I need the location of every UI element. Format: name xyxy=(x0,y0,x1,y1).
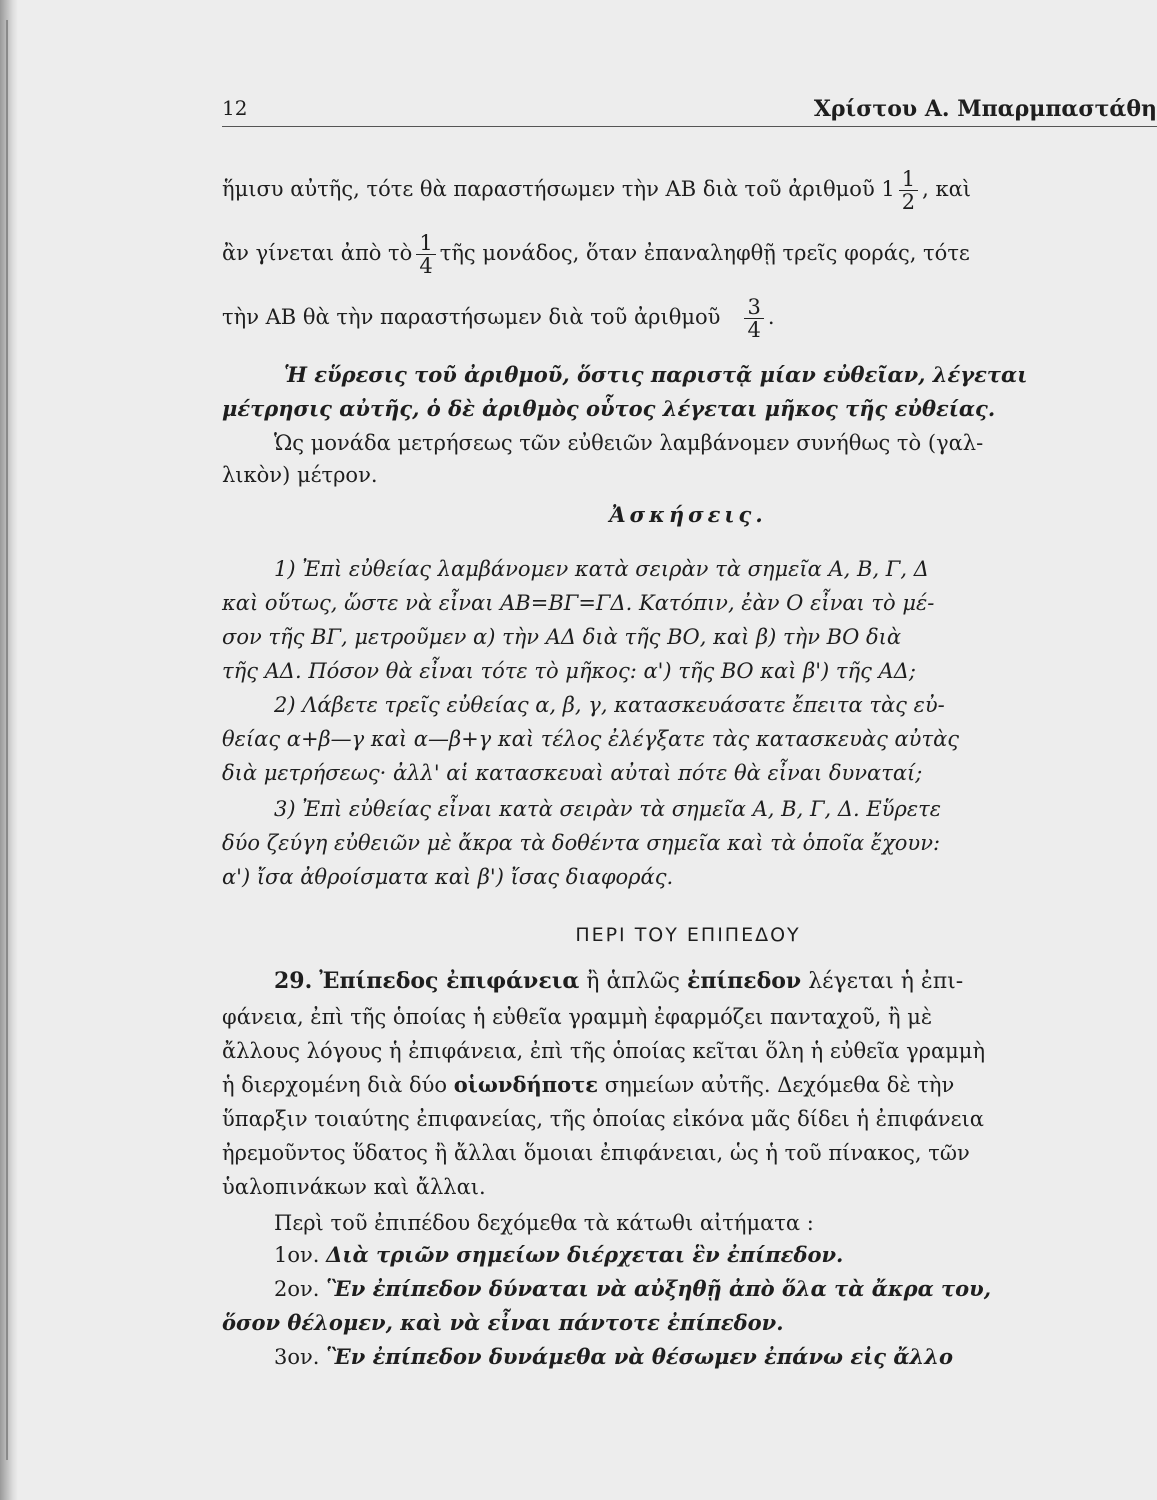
postulate-text: Διὰ τριῶν σημείων διέρχεται ἓν ἐπίπεδον. xyxy=(326,1242,844,1267)
para-text: ἡ διερχομένη διὰ δύο xyxy=(222,1073,448,1097)
page-number: 12 xyxy=(222,96,248,120)
para-29-line-6: ἠρεμοῦντος ὕδατος ἢ ἄλλαι ὅμοιαι ἐπιφάνειαι, ὡς ἡ τοῦ πίνακος, τῶν xyxy=(222,1141,970,1165)
para-29-line-5: ὕπαρξιν τοιαύτης ἐπιφανείας, τῆς ὁποίας εἰκόνα μᾶς δίδει ἡ ἐπιφάνεια xyxy=(222,1107,984,1131)
para-29-line-7: ὑαλοπινάκων καὶ ἄλλαι. xyxy=(222,1175,486,1199)
postulate-label: 3ον. xyxy=(274,1345,320,1369)
fraction-denominator: 4 xyxy=(747,318,761,342)
exercise-1-line-3: σον τῆς ΒΓ, μετροῦμεν α) τὴν ΑΔ διὰ τῆς ΒΟ, καὶ β) τὴν ΒΟ διὰ xyxy=(222,625,902,649)
intro-text: ἥμισυ αὐτῆς, τότε θὰ παραστήσωμεν τὴν ΑΒ διὰ τοῦ ἀριθμοῦ 1 xyxy=(222,177,895,201)
para-29-line-2: φάνεια, ἐπὶ τῆς ὁποίας ἡ εὐθεῖα γραμμὴ ἐφαρμόζει πανταχοῦ, ἢ μὲ xyxy=(222,1005,933,1029)
section-title: ΠΕΡΙ ΤΟΥ ΕΠΙΠΕΔΟΥ xyxy=(575,924,801,946)
exercise-2-line-1: 2) Λάβετε τρεῖς εὐθείας α, β, γ, κατασκευάσατε ἔπειτα τὰς εὐ- xyxy=(274,693,945,717)
fraction-denominator: 2 xyxy=(901,190,916,214)
intro-text: . xyxy=(767,305,775,329)
page-header xyxy=(222,96,1157,127)
running-head: Χρίστου Α. Μπαρμπαστάθη xyxy=(813,96,1157,122)
page-edge xyxy=(6,20,8,1460)
fraction xyxy=(416,232,435,277)
page-shadow xyxy=(0,0,18,1500)
fraction-numerator: 1 xyxy=(416,232,435,255)
para-text: ἢ ἁπλῶς xyxy=(586,969,680,994)
exercise-3-line-1: 3) Ἐπὶ εὐθείας εἶναι κατὰ σειρὰν τὰ σημεῖα Α, Β, Γ, Δ. Εὕρετε xyxy=(274,797,941,821)
intro-text: τῆς μονάδος, ὅταν ἐπαναληφθῇ τρεῖς φοράς, τότε xyxy=(439,241,970,265)
para-29-line-4 xyxy=(222,1068,1154,1102)
intro-line-3 xyxy=(222,296,1154,341)
exercise-3-line-2: δύο ζεύγη εὐθειῶν μὲ ἄκρα τὰ δοθέντα σημεῖα καὶ τὰ ὁποῖα ἔχουν: xyxy=(222,831,941,855)
intro-line-1 xyxy=(222,168,1154,213)
fraction-numerator: 3 xyxy=(744,296,763,319)
postulate-2-continued: ὅσον θέλομεν, καὶ νὰ εἶναι πάντοτε ἐπίπεδον. xyxy=(222,1310,784,1335)
para-text: σημείων αὐτῆς. Δεχόμεθα δὲ τὴν xyxy=(604,1073,955,1097)
intro-text: ἂν γίνεται ἀπὸ τὸ xyxy=(222,241,413,265)
term-plane-surface: Ἐπίπεδος ἐπιφάνεια xyxy=(319,968,580,994)
intro-text: , καὶ xyxy=(922,177,972,201)
unit-note-line-2: λικὸν) μέτρον. xyxy=(222,463,378,487)
postulate-text: Ἓν ἐπίπεδον δυνάμεθα νὰ θέσωμεν ἐπάνω εἰς ἄλλο xyxy=(326,1344,953,1369)
fraction xyxy=(744,296,763,341)
postulate-label: 2ον. xyxy=(274,1277,320,1301)
fraction-numerator: 1 xyxy=(899,168,918,191)
exercise-2-line-3: διὰ μετρήσεως· ἀλλ' αἱ κατασκευαὶ αὐταὶ πότε θὰ εἶναι δυναταί; xyxy=(222,761,923,785)
exercise-2-line-2: θείας α+β—γ καὶ α—β+γ καὶ τέλος ἐλέγξατε τὰς κατασκευὰς αὐτὰς xyxy=(222,727,960,751)
postulate-2 xyxy=(222,1272,1154,1306)
definition-line-1: Ἡ εὕρεσις τοῦ ἀριθμοῦ, ὅστις παριστᾷ μίαν εὐθεῖαν, λέγεται xyxy=(284,362,1028,387)
para-text: λέγεται ἡ ἐπι- xyxy=(808,969,964,994)
para-29-line-3: ἄλλους λόγους ἡ ἐπιφάνεια, ἐπὶ τῆς ὁποίας κεῖται ὅλη ἡ εὐθεῖα γραμμὴ xyxy=(222,1039,986,1063)
exercise-3-line-3: α') ἴσα ἀθροίσματα καὶ β') ἴσας διαφοράς. xyxy=(222,865,674,889)
term-plane: ἐπίπεδον xyxy=(686,968,802,994)
fraction xyxy=(899,168,918,213)
postulate-1 xyxy=(222,1238,1154,1272)
intro-line-2 xyxy=(222,232,1154,277)
postulate-text: Ἓν ἐπίπεδον δύναται νὰ αὐξηθῇ ἀπὸ ὅλα τὰ ἄκρα του, xyxy=(326,1276,992,1301)
postulate-3 xyxy=(222,1340,1154,1374)
fraction-denominator: 4 xyxy=(419,254,433,278)
definition-line-2: μέτρησις αὐτῆς, ὁ δὲ ἀριθμὸς οὗτος λέγεται μῆκος τῆς εὐθείας. xyxy=(222,396,996,421)
postulates-intro: Περὶ τοῦ ἐπιπέδου δεχόμεθα τὰ κάτωθι αἰτήματα : xyxy=(274,1211,814,1235)
exercise-1-line-4: τῆς ΑΔ. Πόσον θὰ εἶναι τότε τὸ μῆκος: α') τῆς ΒΟ καὶ β') τῆς ΑΔ; xyxy=(222,659,916,683)
para-29-line-1 xyxy=(222,964,1154,999)
term-any: οἱωνδήποτε xyxy=(453,1072,599,1097)
unit-note-line-1: Ὡς μονάδα μετρήσεως τῶν εὐθειῶν λαμβάνομεν συνήθως τὸ (γαλ- xyxy=(274,431,984,455)
exercise-1-line-2: καὶ οὕτως, ὥστε νὰ εἶναι ΑΒ=ΒΓ=ΓΔ. Κατόπιν, ἐὰν Ο εἶναι τὸ μέ- xyxy=(222,591,935,615)
para-number: 29. xyxy=(274,968,313,994)
postulate-label: 1ον. xyxy=(274,1243,320,1267)
exercise-1-line-1: 1) Ἐπὶ εὐθείας λαμβάνομεν κατὰ σειρὰν τὰ σημεῖα Α, Β, Γ, Δ xyxy=(274,557,929,581)
intro-text: τὴν ΑΒ θὰ τὴν παραστήσωμεν διὰ τοῦ ἀριθμοῦ xyxy=(222,305,721,329)
exercises-heading: Ἀσκήσεις. xyxy=(609,502,767,527)
